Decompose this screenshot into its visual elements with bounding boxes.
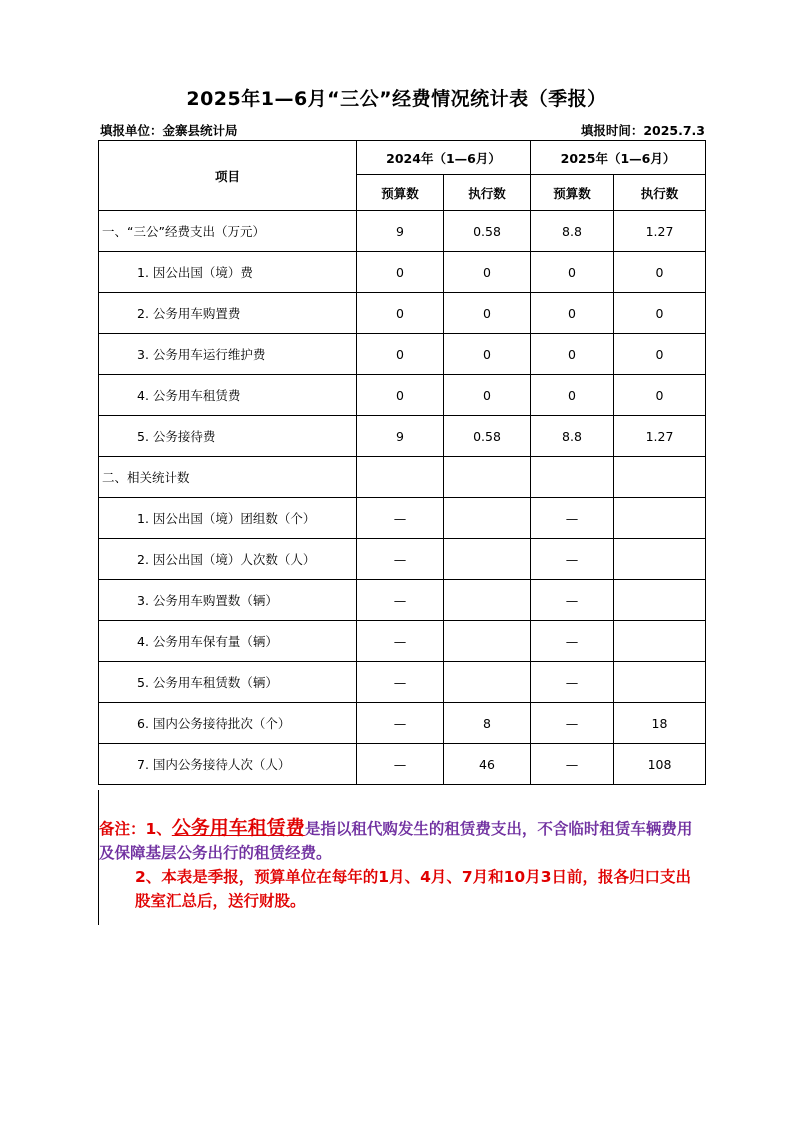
cell-budget-2025: 0: [531, 375, 614, 416]
cell-exec-2025: [614, 498, 706, 539]
cell-budget-2025: 8.8: [531, 416, 614, 457]
table-row: [99, 252, 706, 293]
row-label: 3. 公务用车运行维护费: [99, 334, 357, 375]
cell-budget-2024: 0: [357, 334, 444, 375]
cell-budget-2025: [531, 457, 614, 498]
cell-budget-2025: 0: [531, 334, 614, 375]
cell-exec-2025: 108: [614, 744, 706, 785]
cell-exec-2024: 0.58: [444, 416, 531, 457]
cell-exec-2024: [444, 621, 531, 662]
note-prefix: 备注：1、: [99, 820, 172, 838]
cell-exec-2024: 0: [444, 252, 531, 293]
table-row: [99, 539, 706, 580]
header-2025: 2025年（1—6月）: [531, 141, 706, 175]
row-label: 5. 公务接待费: [99, 416, 357, 457]
header-budget-2024: 预算数: [357, 175, 444, 211]
cell-budget-2024: 9: [357, 416, 444, 457]
cell-exec-2024: [444, 662, 531, 703]
cell-budget-2024: —: [357, 539, 444, 580]
table-row: [99, 744, 706, 785]
reporting-unit: 填报单位：金寨县统计局: [100, 123, 238, 138]
table-row: [99, 375, 706, 416]
cell-budget-2025: 0: [531, 293, 614, 334]
cell-exec-2024: [444, 457, 531, 498]
row-label: 2. 公务用车购置费: [99, 293, 357, 334]
expense-table-container: [98, 140, 705, 785]
note-part2: 发生的租赁费支出，不含临时租赁车辆费用及保障基层公务出行的租赁经费。: [99, 820, 693, 862]
note-2: 2、本表是季报，预算单位在每年的1月、4月、7月和10月3日前，报各归口支出股室汇总后，送行财股。: [135, 868, 691, 910]
cell-budget-2024: —: [357, 498, 444, 539]
cell-budget-2024: —: [357, 580, 444, 621]
cell-exec-2024: [444, 539, 531, 580]
cell-budget-2025: —: [531, 621, 614, 662]
table-row: [99, 334, 706, 375]
cell-exec-2025: [614, 621, 706, 662]
table-row: [99, 211, 706, 252]
table-row: [99, 293, 706, 334]
cell-exec-2024: [444, 498, 531, 539]
header-2024: 2024年（1—6月）: [357, 141, 531, 175]
reporting-date: 填报时间：2025.7.3: [580, 123, 705, 138]
row-label: 4. 公务用车保有量（辆）: [99, 621, 357, 662]
cell-budget-2025: —: [531, 744, 614, 785]
row-label: 一、“三公”经费支出（万元）: [99, 211, 357, 252]
cell-exec-2024: 0: [444, 293, 531, 334]
cell-budget-2025: 8.8: [531, 211, 614, 252]
cell-budget-2025: —: [531, 580, 614, 621]
cell-exec-2025: 1.27: [614, 416, 706, 457]
cell-budget-2024: —: [357, 621, 444, 662]
cell-exec-2025: 18: [614, 703, 706, 744]
cell-budget-2025: 0: [531, 252, 614, 293]
note-part1: 是指以租代购: [304, 820, 398, 838]
table-row: [99, 416, 706, 457]
header-exec-2024: 执行数: [444, 175, 531, 211]
cell-budget-2024: 0: [357, 252, 444, 293]
table-row: [99, 621, 706, 662]
cell-budget-2024: 0: [357, 293, 444, 334]
cell-exec-2024: 8: [444, 703, 531, 744]
cell-exec-2025: 0: [614, 375, 706, 416]
cell-exec-2024: [444, 580, 531, 621]
table-row: [99, 457, 706, 498]
row-label: 7. 国内公务接待人次（人）: [99, 744, 357, 785]
notes-section: [98, 790, 705, 925]
expense-table: [98, 140, 706, 785]
cell-exec-2025: 1.27: [614, 211, 706, 252]
cell-exec-2025: [614, 580, 706, 621]
note-term: 公务用车租赁费: [171, 817, 305, 839]
cell-exec-2025: [614, 457, 706, 498]
cell-exec-2024: 46: [444, 744, 531, 785]
header-budget-2025: 预算数: [531, 175, 614, 211]
cell-exec-2025: 0: [614, 293, 706, 334]
header-item: 项目: [99, 141, 357, 211]
cell-budget-2025: —: [531, 498, 614, 539]
row-label: 4. 公务用车租赁费: [99, 375, 357, 416]
cell-budget-2024: 0: [357, 375, 444, 416]
row-label: 5. 公务用车租赁数（辆）: [99, 662, 357, 703]
cell-budget-2025: —: [531, 539, 614, 580]
table-row: [99, 662, 706, 703]
cell-budget-2025: —: [531, 703, 614, 744]
row-label: 2. 因公出国（境）人次数（人）: [99, 539, 357, 580]
table-row: [99, 580, 706, 621]
cell-exec-2025: [614, 662, 706, 703]
row-label: 3. 公务用车购置数（辆）: [99, 580, 357, 621]
cell-budget-2024: 9: [357, 211, 444, 252]
row-label: 1. 因公出国（境）费: [99, 252, 357, 293]
row-label: 6. 国内公务接待批次（个）: [99, 703, 357, 744]
cell-budget-2024: [357, 457, 444, 498]
cell-exec-2024: 0: [444, 334, 531, 375]
cell-budget-2024: —: [357, 744, 444, 785]
page-title: 2025年1—6月“三公”经费情况统计表（季报）: [186, 88, 607, 110]
note-1: [99, 790, 705, 865]
cell-budget-2025: —: [531, 662, 614, 703]
cell-exec-2024: 0: [444, 375, 531, 416]
cell-budget-2024: —: [357, 703, 444, 744]
table-row: [99, 703, 706, 744]
cell-exec-2025: [614, 539, 706, 580]
header-exec-2025: 执行数: [614, 175, 706, 211]
cell-exec-2025: 0: [614, 252, 706, 293]
row-label: 1. 因公出国（境）团组数（个）: [99, 498, 357, 539]
table-row: [99, 498, 706, 539]
cell-exec-2025: 0: [614, 334, 706, 375]
row-label: 二、相关统计数: [99, 457, 357, 498]
cell-exec-2024: 0.58: [444, 211, 531, 252]
cell-budget-2024: —: [357, 662, 444, 703]
